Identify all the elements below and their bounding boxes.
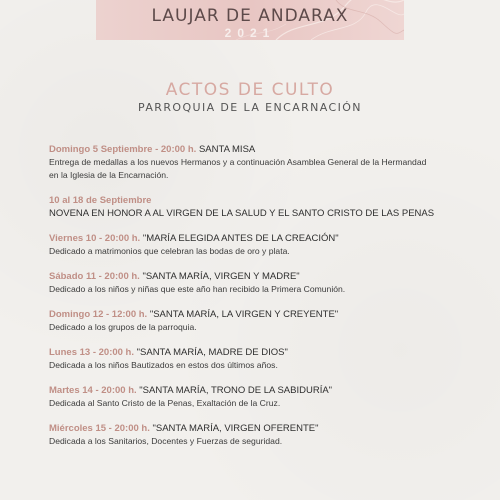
event-item — [49, 232, 469, 258]
event-header — [49, 384, 469, 397]
event-title: "SANTA MARÍA, TRONO DE LA SABIDURÍA" — [139, 385, 333, 396]
event-title: "SANTA MARÍA, LA VIRGEN Y CREYENTE" — [149, 309, 339, 320]
event-description: NOVENA EN HONOR A AL VIRGEN DE LA SALUD Y EL SANTO CRISTO DE LAS PENAS — [49, 208, 435, 219]
event-item — [49, 384, 469, 410]
event-title: "SANTA MARÍA, VIRGEN OFERENTE" — [152, 423, 319, 434]
event-description: en la Iglesia de la Encarnación. — [49, 170, 169, 180]
event-description: Entrega de medallas a los nuevos Hermanos y a continuación Asamblea General de la Hermandad — [49, 157, 427, 167]
event-description: Dedicado a los grupos de la parroquia. — [49, 322, 197, 332]
event-date: Sábado 11 - 20:00 h. — [49, 271, 140, 282]
section-title: ACTOS DE CULTO — [165, 80, 335, 100]
event-date: Martes 14 - 20:00 h. — [49, 385, 137, 396]
event-header — [49, 194, 469, 207]
event-item — [49, 308, 469, 334]
event-title: "MARÍA ELEGIDA ANTES DE LA CREACIÓN" — [142, 233, 339, 244]
event-description: Dedicada al Santo Cristo de la Penas, Exaltación de la Cruz. — [49, 398, 281, 408]
event-header — [49, 270, 469, 283]
event-date: 10 al 18 de Septiembre — [49, 195, 152, 206]
event-description: Dedicada a los Sanitarios, Docentes y Fuerzas de seguridad. — [49, 436, 283, 446]
event-title: "SANTA MARÍA, MADRE DE DIOS" — [136, 347, 288, 358]
year-label: 2021 — [224, 26, 276, 40]
event-header — [49, 308, 469, 321]
header-banner — [96, 0, 404, 40]
event-description: Dedicado a matrimonios que celebran las bodas de oro y plata. — [49, 246, 290, 256]
event-date: Viernes 10 - 20:00 h. — [49, 233, 141, 244]
events-list — [49, 143, 469, 460]
event-item — [49, 346, 469, 372]
event-header — [49, 232, 469, 245]
event-item — [49, 194, 469, 220]
event-item — [49, 422, 469, 448]
event-item — [49, 143, 469, 182]
event-date: Domingo 5 Septiembre - 20:00 h. — [49, 144, 197, 155]
event-header — [49, 346, 469, 359]
event-title: SANTA MISA — [198, 144, 256, 155]
town-title: LAUJAR DE ANDARAX — [151, 6, 349, 26]
event-header — [49, 143, 469, 156]
event-date: Domingo 12 - 12:00 h. — [49, 309, 148, 320]
event-description: Dedicado a los niños y niñas que este año han recibido la Primera Comunión. — [49, 284, 346, 294]
event-header — [49, 422, 469, 435]
event-title: "SANTA MARÍA, VIRGEN Y MADRE" — [142, 271, 300, 282]
section-subtitle: PARROQUIA DE LA ENCARNACIÓN — [138, 101, 362, 114]
event-date: Lunes 13 - 20:00 h. — [49, 347, 135, 358]
event-item — [49, 270, 469, 296]
event-description: Dedicada a los niños Bautizados en estos dos últimos años. — [49, 360, 278, 370]
event-date: Miércoles 15 - 20:00 h. — [49, 423, 150, 434]
